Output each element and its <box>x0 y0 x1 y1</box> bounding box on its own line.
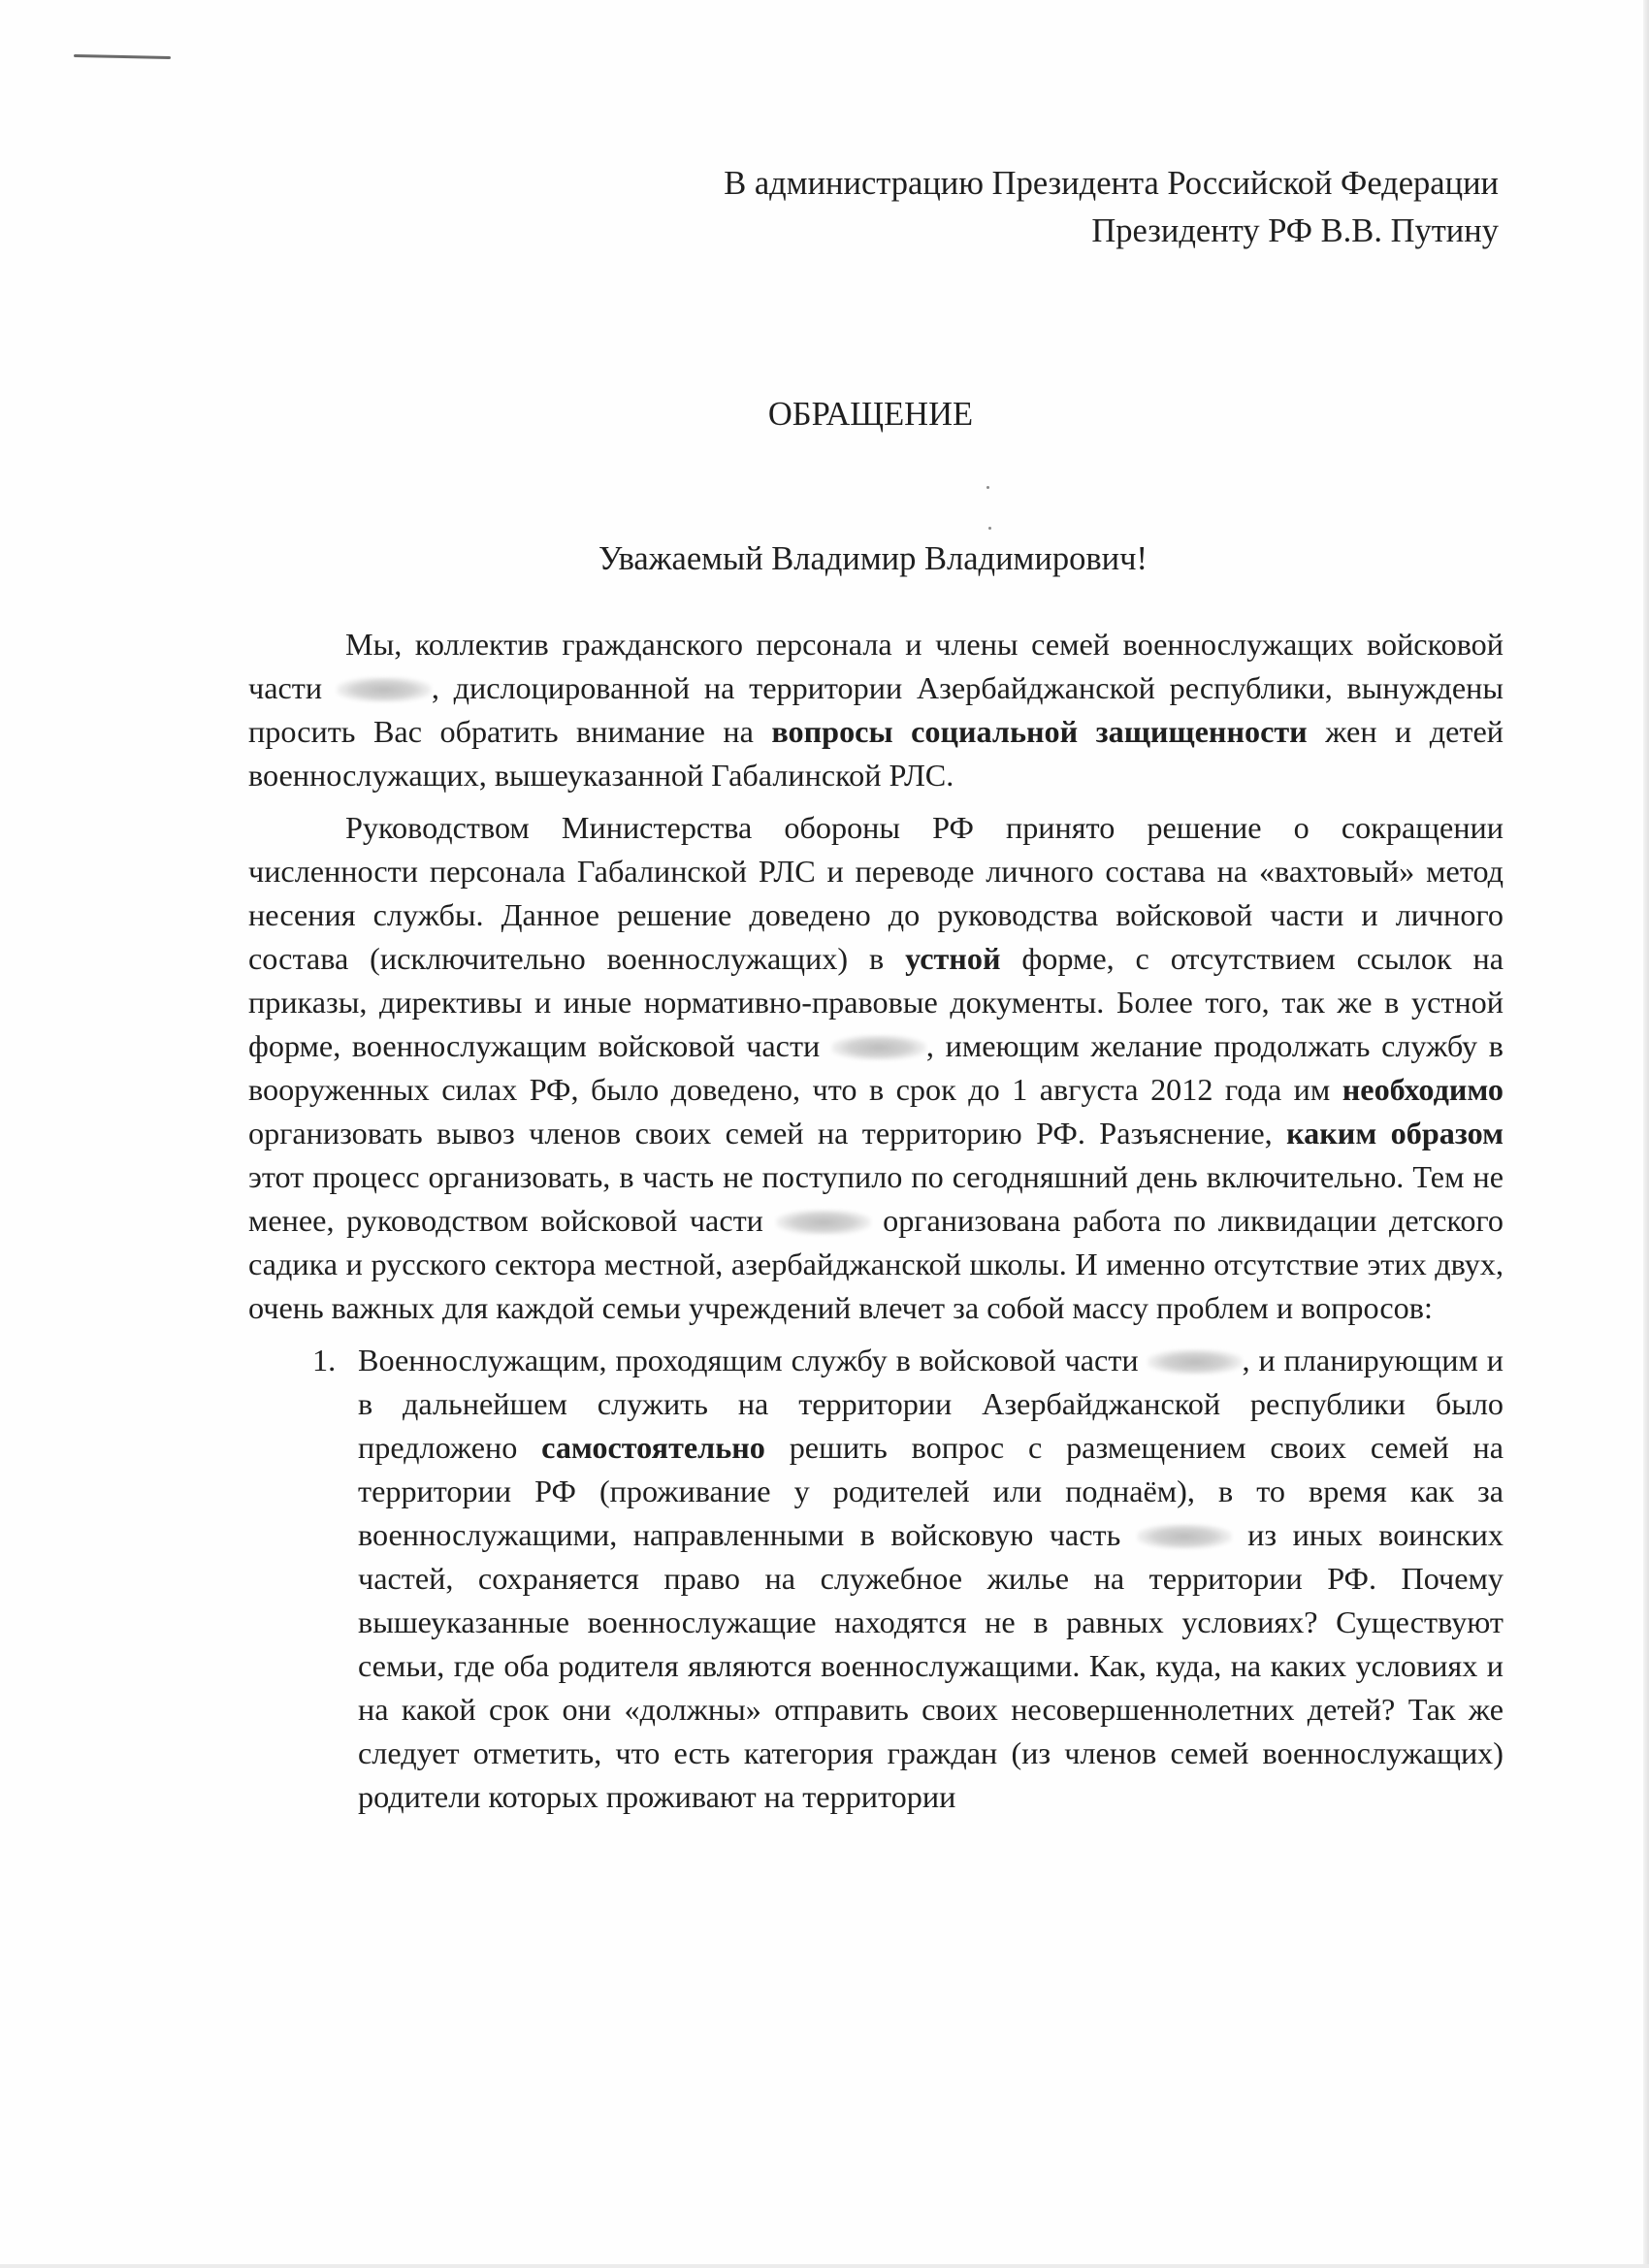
addressee-block <box>291 160 1499 255</box>
text-run: , дислоцированной на территории Азербайджанской республики, вынуждены просить Вас обратить внимание на <box>248 670 1504 749</box>
addressee-line-1: В администрацию Президента Российской Федерации <box>724 165 1499 202</box>
text-run: организовать вывоз членов своих семей на территорию РФ. Разъяснение, <box>248 1116 1287 1150</box>
paragraph-1 <box>248 623 1504 797</box>
list-item-number: 1. <box>312 1343 337 1377</box>
text-run: этот процесс организовать, в часть не поступило по сегодняшний день включительно. Тем не менее, руководством войсковой части <box>248 1159 1504 1238</box>
redacted-unit-number <box>776 1210 871 1235</box>
document-title: ОБРАЩЕНИЕ <box>767 396 974 433</box>
numbered-list <box>248 1339 1504 1819</box>
text-run: , и планирующим и в дальнейшем служить на территории Азербайджанской республики было предложено <box>358 1343 1504 1465</box>
bold-text: самостоятельно <box>541 1430 765 1465</box>
text-run: из иных воинских частей, сохраняется право на служебное жилье на территории РФ. Почему вышеуказанные военнослужащие находятся не в равных условиях? Существуют семьи, где оба родителя являются военнослужащими. Как, куда, на каких условиях и на какой срок они «должны» отправить своих несовершеннолетних детей? Так же следует отметить, что есть категория граждан (из членов семей военнослужащих) родители которых проживают на территории <box>358 1517 1504 1814</box>
text-run: , имеющим желание продолжать службу в вооруженных силах РФ, было доведено, что в срок до 1 августа 2012 года им <box>248 1028 1504 1107</box>
redacted-unit-number <box>1137 1524 1232 1549</box>
text-run: организована работа по ликвидации детского садика и русского сектора местной, азербайджанской школы. И именно отсутствие этих двух, очень важных для каждой семьи учреждений влечет за собой массу проблем и вопросов: <box>248 1203 1504 1325</box>
redacted-unit-number <box>1148 1349 1243 1375</box>
list-item <box>248 1339 1504 1819</box>
scan-edge-right <box>1643 0 1649 2268</box>
text-run: Руководством Министерства обороны РФ принято решение о сокращении численности персонала Габалинской РЛС и переводе личного состава на «вахтовый» метод несения службы. Данное решение доведено до руководства войсковой части и личного состава (исключительно военнослужащих) в <box>248 810 1504 976</box>
pen-stroke-mark <box>74 54 171 59</box>
redacted-unit-number <box>831 1035 926 1060</box>
text-run: форме, с отсутствием ссылок на приказы, директивы и иные нормативно-правовые документы. Более того, так же в устной форме, военнослужащим войсковой части <box>248 941 1504 1063</box>
scan-speck <box>988 527 991 530</box>
scan-speck <box>986 486 989 489</box>
bold-text: необходимо <box>1342 1072 1504 1107</box>
text-run: решить вопрос с размещением своих семей на территории РФ (проживание у родителей или поднаём), в то время как за военнослужащими, направленными в войсковую часть <box>358 1430 1504 1552</box>
text-run: Военнослужащим, проходящим службу в войсковой части <box>358 1343 1148 1377</box>
bold-text: каким образом <box>1286 1116 1504 1150</box>
text-run: Мы, коллектив гражданского персонала и члены семей военнослужащих войсковой части <box>248 627 1504 705</box>
bold-text: устной <box>905 941 1001 976</box>
salutation: Уважаемый Владимир Владимирович! <box>598 540 1148 577</box>
bold-text: вопросы социальной защищенности <box>771 714 1308 749</box>
text-run: жен и детей военнослужащих, вышеуказанной Габалинской РЛС. <box>248 714 1504 793</box>
redacted-unit-number <box>337 677 432 702</box>
scan-edge-bottom <box>0 2264 1649 2268</box>
addressee-line-2: Президенту РФ В.В. Путину <box>1091 212 1499 249</box>
letter-body <box>248 623 1504 1819</box>
paragraph-2 <box>248 806 1504 1330</box>
